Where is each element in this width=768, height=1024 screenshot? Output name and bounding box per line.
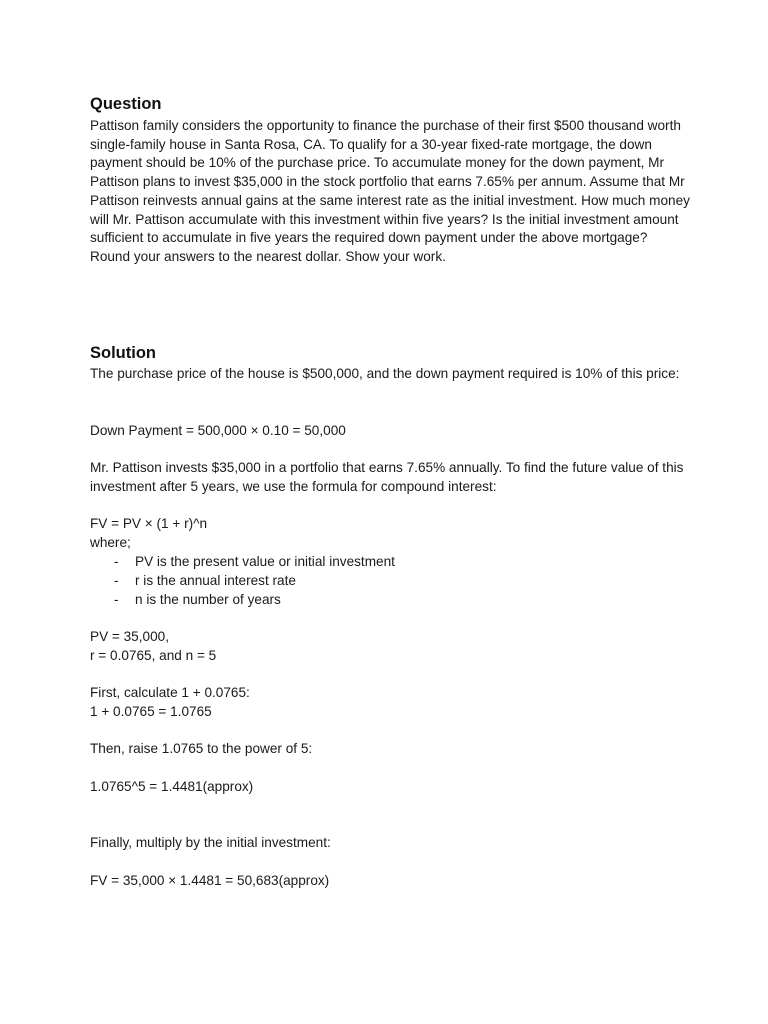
question-body: Pattison family considers the opportunity to finance the purchase of their first $500 thousand worth single-family house in Santa Rosa, CA. To qualify for a 30-year fixed-rate mortgage, the down payment should be 10% of the purchase price. To accumulate money for the down payment, Mr Pattison plans to invest $35,000 in the stock portfolio that earns 7.65% per annum. Assume that Mr Pattison reinvests annual gains at the same interest rate as the initial investment. How much money will Mr. Pattison accumulate with this investment within five years? Is the initial investment amount sufficient to accumulate in five years the required down payment under the above mortgage? Round your answers to the nearest dollar. Show your work. [90,118,690,264]
list-item-text: PV is the present value or initial investment [135,554,395,569]
final-step-text: Finally, multiply by the initial investment: [90,835,331,850]
list-item [90,590,395,609]
list-item [90,571,395,590]
list-item [90,552,395,571]
first-step-result: 1 + 0.0765 = 1.0765 [90,704,212,719]
variable-definitions-list [90,552,395,609]
first-step-text: First, calculate 1 + 0.0765: [90,685,250,700]
question-heading: Question [90,95,162,113]
down-payment-equation: Down Payment = 500,000 × 0.10 = 50,000 [90,423,346,438]
second-step-text: Then, raise 1.0765 to the power of 5: [90,741,313,756]
solution-heading: Solution [90,344,156,362]
solution-intro: The purchase price of the house is $500,000, and the down payment required is 10% of this price: [90,366,680,381]
bullet-dash: - [114,573,119,588]
list-item-text: n is the number of years [135,592,281,607]
future-value-result: FV = 35,000 × 1.4481 = 50,683(approx) [90,873,330,888]
investment-text: Mr. Pattison invests $35,000 in a portfolio that earns 7.65% annually. To find the future value of this investment after 5 years, we use the formula for compound interest: [90,460,684,494]
power-result: 1.0765^5 = 1.4481(approx) [90,779,254,794]
bullet-dash: - [114,554,119,569]
bullet-dash: - [114,592,119,607]
compound-interest-formula: FV = PV × (1 + r)^n [90,516,208,531]
list-item-text: r is the annual interest rate [135,573,296,588]
pv-value-line: PV = 35,000, [90,629,169,644]
where-label: where; [90,535,131,550]
r-n-values-line: r = 0.0765, and n = 5 [90,648,217,663]
